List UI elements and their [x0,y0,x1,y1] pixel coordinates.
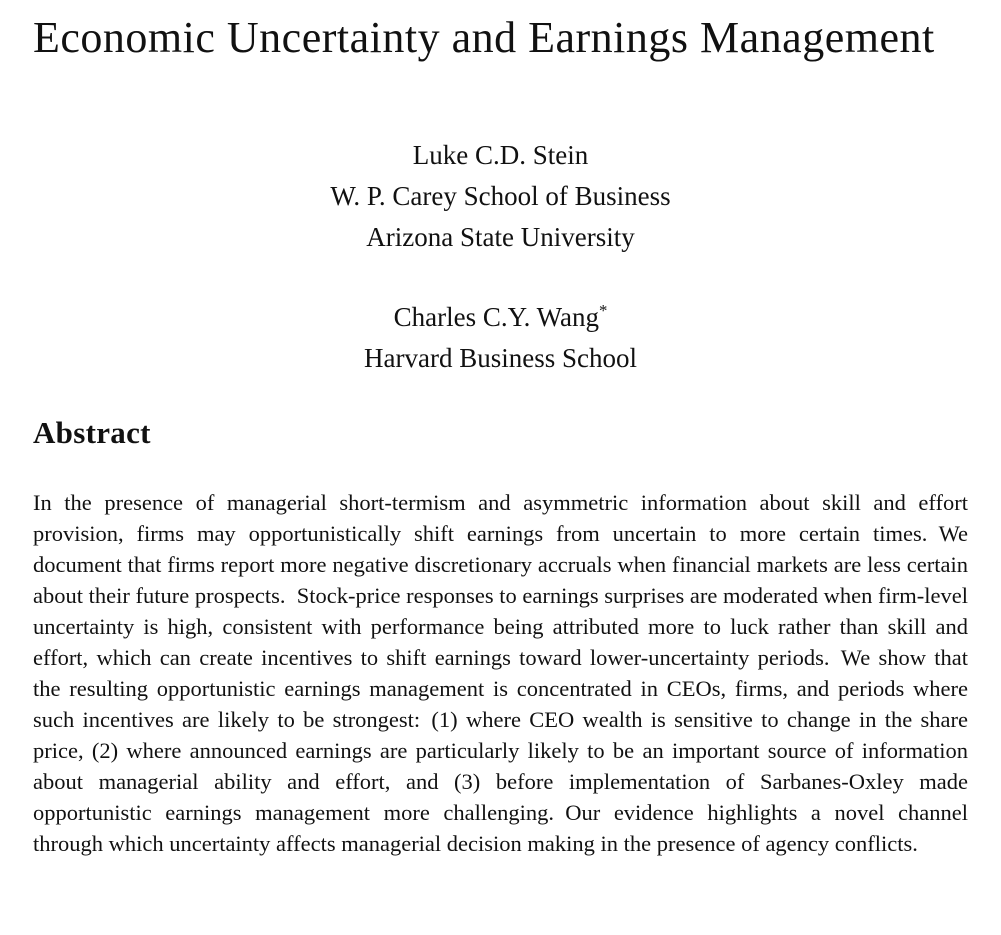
author-affiliation: Arizona State University [366,221,635,252]
author-name [33,297,968,338]
paper-title: Economic Uncertainty and Earnings Management [33,13,935,62]
author-name-text: Luke C.D. Stein [412,139,589,170]
author-block-wang [33,297,968,379]
author-affiliation: W. P. Carey School of Business [330,180,671,211]
author-affiliation: Harvard Business School [364,342,637,373]
authors-section [33,135,968,379]
abstract-text: In the presence of managerial short-termism and asymmetric information about skill and effort provision, firms may opportunistically shift earnings from uncertain to more certain times. We document that firms report more negative discretionary accruals when financial markets are less certain about their future prospects. Stock-price responses to earnings surprises are moderated when firm-level uncertainty is high, consistent with performance being attributed more to luck rather than skill and effort, which can create incentives to shift earnings toward lower-uncertainty periods. We show that the resulting opportunistic earnings management is concentrated in CEOs, firms, and periods where such incentives are likely to be strongest: (1) where CEO wealth is sensitive to change in the share price, (2) where announced earnings are particularly likely to be an important source of information about managerial ability and effort, and (3) before implementation of Sarbanes-Oxley made opportunistic earnings management more challenging. Our evidence highlights a novel channel through which uncertainty affects managerial decision making in the presence of agency conflicts. [33,489,968,856]
abstract-heading: Abstract [33,414,151,450]
author-name [33,135,968,176]
footnote-marker: * [598,300,608,320]
author-block-stein [33,135,968,258]
author-name-text: Charles C.Y. Wang [393,301,599,332]
